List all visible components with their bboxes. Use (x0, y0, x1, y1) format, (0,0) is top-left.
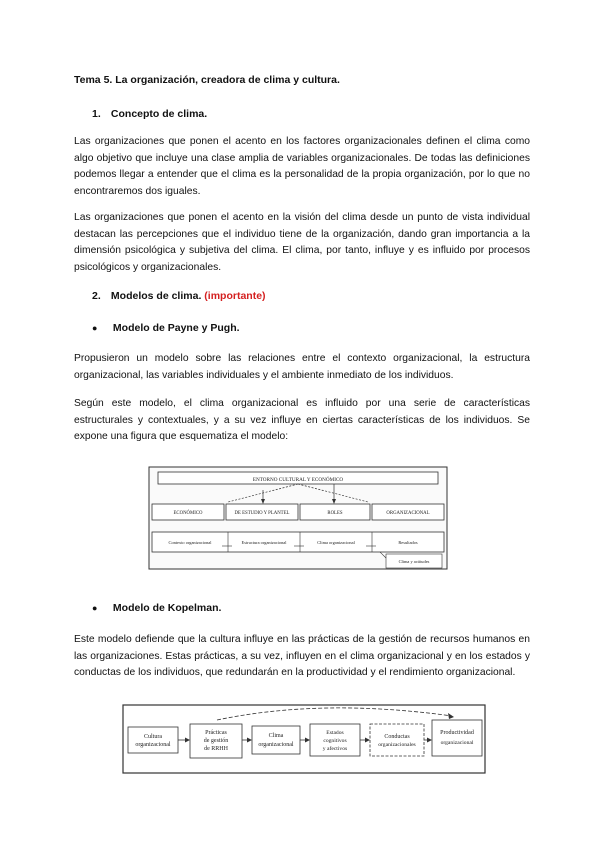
box-line: organizacionales (378, 742, 416, 748)
box-line: organizacional (135, 742, 171, 748)
box-label: ECONÓMICO (173, 511, 203, 516)
payne-paragraph-1: Propusieron un modelo sobre las relaciones entre el contexto organizacional, la estructura organizacional, las variables individuales y el ambiente inmediato de los individuos. (74, 353, 530, 381)
payne-heading (92, 322, 240, 334)
box-line: organizacional (258, 742, 294, 748)
box-line: Estados (326, 730, 344, 736)
section-2-title: Modelos de clima. (110, 290, 202, 302)
row-label: Contexto organizacional (168, 540, 212, 545)
box-line: de RRHH (204, 746, 228, 752)
payne-pugh-diagram (148, 466, 448, 570)
section-2-number: 2. (92, 290, 101, 302)
section-1-title: Concepto de clima. (110, 108, 208, 120)
bullet-icon: ● (92, 603, 98, 613)
entorno-label: ENTORNO CULTURAL Y ECONÓMICO (252, 477, 344, 483)
section-1-number: 1. (92, 108, 101, 120)
kopelman-box-3 (252, 726, 300, 754)
kopelman-heading (92, 602, 221, 614)
section-1-heading (92, 108, 207, 120)
box-line: Cultura (144, 734, 162, 740)
bullet-icon: ● (92, 323, 98, 333)
box-line: Prácticas (205, 730, 227, 736)
box-line: Conductas (384, 734, 410, 740)
box-label: ROLES (327, 511, 343, 516)
box-line: y afectivos (322, 746, 348, 752)
kopelman-title: Modelo de Kopelman. (112, 602, 222, 614)
clima-paragraph-2: Las organizaciones que ponen el acento en la visión del clima desde un punto de vista individual destacan las percepciones que el individuo tiene de la organización, dando gran importancia a la dimensión psicológica y subjetiva del clima. El clima, por tanto, influye y es influido por procesos psicológicos y organizacionales. (74, 212, 530, 273)
kopelman-paragraph: Este modelo defiende que la cultura influye en las prácticas de la gestión de recursos humanos en las organizaciones. Estas prácticas, a su vez, influyen en el clima organizacional y en los estados y conductas de los individuos, que redundarán en la productividad y el rendimiento organizacional. (74, 634, 530, 678)
box-label: ORGANIZACIONAL (386, 511, 430, 516)
page-title: Tema 5. La organización, creadora de clima y cultura. (74, 74, 340, 86)
kopelman-diagram (122, 702, 486, 776)
clima-paragraph-1: Las organizaciones que ponen el acento en los factores organizacionales definen el clima como algo objetivo que incluye una clase amplia de variables organizacionales. De todas las definiciones podemos llegar a entender que el clima es la personalidad de la propia organización, por lo que no encontraremos dos iguales. (74, 136, 530, 197)
box-line: cognitivos (323, 738, 347, 744)
box-line: Clima (268, 733, 284, 739)
section-2-heading (92, 290, 266, 302)
kopelman-box-6 (432, 720, 482, 756)
extra-label: Clima y actitudes (398, 559, 430, 564)
box-line: de gestión (203, 738, 229, 744)
payne-paragraph-2: Según este modelo, el clima organizacional es influido por una serie de características estructurales y contextuales, y a su vez influye en ciertas características de los individuos. Se expone una figura que esquematiza el modelo: (74, 398, 530, 442)
box-line: Productividad (440, 730, 474, 736)
kopelman-box-5 (370, 724, 424, 756)
important-tag: (importante) (204, 290, 266, 302)
row-label: Resultados (398, 540, 418, 545)
payne-title: Modelo de Payne y Pugh. (112, 322, 240, 334)
row-label: Estructura organizacional (241, 540, 287, 545)
kopelman-box-2 (190, 724, 242, 758)
kopelman-box-1 (128, 727, 178, 753)
box-line: organizacional (440, 740, 474, 746)
box-label: DE ESTUDIO Y PLANTEL (234, 511, 290, 516)
row-label: Clima organizacional (317, 540, 355, 545)
kopelman-box-4 (310, 724, 360, 756)
